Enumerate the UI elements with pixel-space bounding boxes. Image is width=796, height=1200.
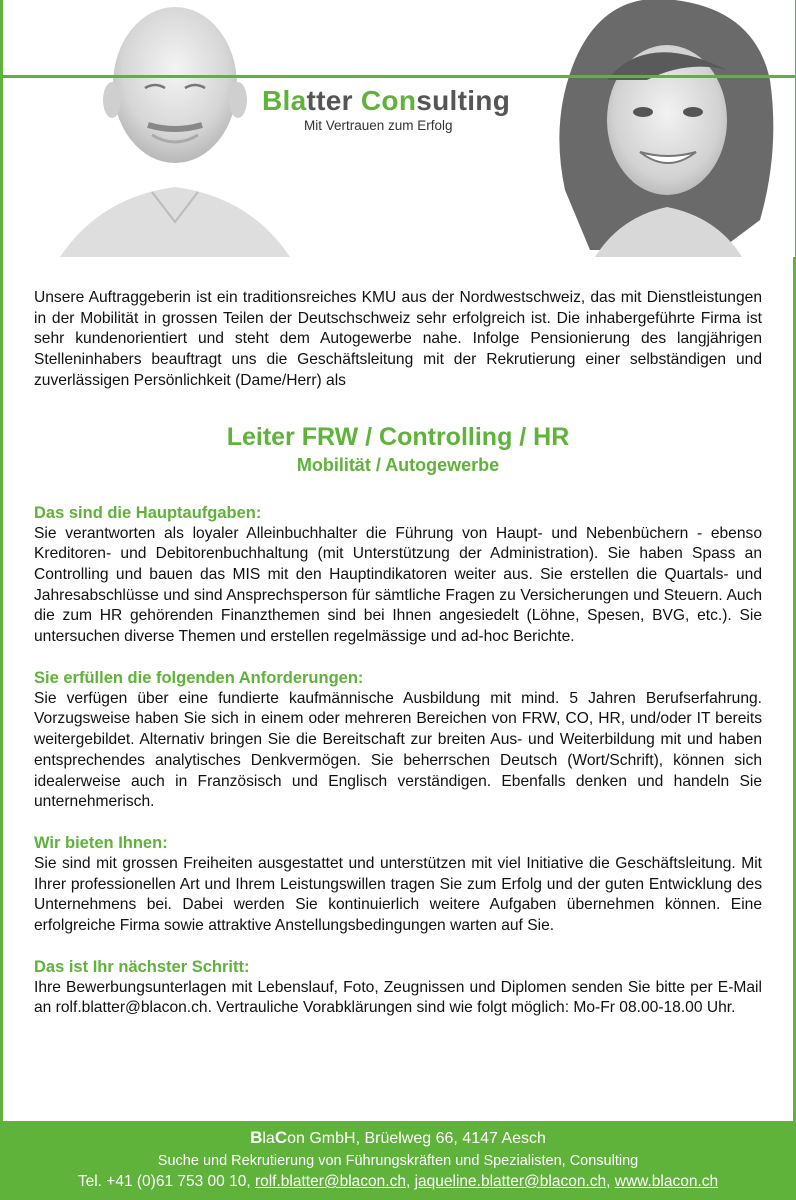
company-logo <box>262 85 562 133</box>
footer-company-line <box>0 1128 796 1148</box>
section-tasks <box>34 503 762 648</box>
section-body: Sie verantworten als loyaler Alleinbuchhalter die Führung von Haupt- und Nebenbüchern - ebenso Kreditoren- und Debitorenbuchhaltung (mit Unterstützung der Administration). Sie haben Spass an Controlling und bauen das MIS mit den Hauptindikatoren weiter aus. Sie erstellen die Quartals- und Jahresabschlüsse und sind Ansprechsperson für sämtliche Fragen zu Versicherungen und Steuern. Auch die zum HR gehörenden Finanzthemen sind bei Ihnen angesiedelt (Löhne, Spesen, BVG, etc.). Sie untersuchen diverse Themen und erstellen regelmässige und ad-hoc Berichte. <box>34 524 762 646</box>
footer-company-la: la <box>262 1130 275 1147</box>
section-heading: Sie erfüllen die folgenden Anforderungen: <box>34 668 364 687</box>
footer-separator: , <box>606 1173 611 1190</box>
logo-tagline: Mit Vertrauen zum Erfolg <box>304 118 453 133</box>
section-body: Ihre Bewerbungsunterlagen mit Lebenslauf, Foto, Zeugnissen und Diplomen senden Sie bitte per E-Mail an rolf.blatter@blacon.ch. Vertrauliche Vorabklärungen sind wie folgt möglich: Mo-Fr 08.00-18.00 Uhr. <box>34 978 762 1017</box>
section-body: Sie verfügen über eine fundierte kaufmännische Ausbildung mit mind. 5 Jahren Berufserfahrung. Vorzugsweise haben Sie sich in einem oder mehreren Bereichen von FRW, CO, HR, und/oder IT bereits weitergebildet. Alternativ bringen Sie die Bereitschaft zur breiten Aus- und Weiterbildung mit und haben entsprechendes analytisches Denkvermögen. Sie beherrschen Deutsch (Wort/Schrift), können sich idealerweise auch in Französisch und Englisch verständigen. Ebenfalls denken und handeln Sie unternehmerisch. <box>34 689 762 811</box>
logo-part2-green: Con <box>360 85 417 116</box>
header-divider-line <box>0 75 796 78</box>
footer-separator: , <box>405 1173 411 1190</box>
section-heading: Das ist Ihr nächster Schritt: <box>34 957 250 976</box>
logo-part1-green: Bla <box>262 85 307 116</box>
main-content <box>34 288 762 1019</box>
man-portrait-photo <box>60 0 290 257</box>
woman-portrait-photo <box>535 0 795 257</box>
website-link[interactable]: www.blacon.ch <box>614 1173 719 1190</box>
section-heading: Wir bieten Ihnen: <box>34 833 168 852</box>
footer <box>0 1121 796 1200</box>
email-link-rolf[interactable]: rolf.blatter@blacon.ch <box>254 1173 406 1190</box>
section-offer <box>34 833 762 937</box>
footer-company-c: C <box>274 1128 288 1147</box>
section-requirements <box>34 668 762 813</box>
email-link-jaqueline[interactable]: jaqueline.blatter@blacon.ch <box>414 1173 607 1190</box>
section-heading: Das sind die Hauptaufgaben: <box>34 503 262 522</box>
footer-company-address: on GmbH, Brüelweg 66, 4147 Aesch <box>287 1130 546 1147</box>
footer-tagline: Suche und Rekrutierung von Führungskräften und Spezialisten, Consulting <box>157 1153 639 1169</box>
logo-part2-rest: sulting <box>416 85 511 116</box>
footer-company-b: B <box>250 1128 263 1147</box>
section-body: Sie sind mit grossen Freiheiten ausgestattet und unterstützen mit viel Initiative die Geschäftsleitung. Mit Ihrer professionellen Art und Ihrem Leistungswillen tragen Sie zum Erfolg und der guten Entwicklung des Unternehmens bei. Dabei werden Sie kontinuierlich weitere Aufgaben übernehmen können. Eine erfolgreiche Firma sowie attraktive Anstellungsbedingungen warten auf Sie. <box>34 854 762 935</box>
job-subtitle: Mobilität / Autogewerbe <box>296 454 500 475</box>
intro-paragraph: Unsere Auftraggeberin ist ein traditionsreiches KMU aus der Nordwestschweiz, das mit Dienstleistungen in der Mobilität in grossen Teilen der Deutschschweiz sehr erfolgreich ist. Die inhabergeführte Firma ist sehr kundenorientiert und steht dem Autogewerbe nahe. Infolge Pensionierung des langjährigen Stelleninhabers beauftragt uns die Geschäftsleitung mit der Rekrutierung einer selbständigen und zuverlässigen Persönlichkeit (Dame/Herr) als <box>34 289 762 389</box>
section-next-step <box>34 957 762 1019</box>
header <box>0 0 796 257</box>
footer-contact-line <box>0 1173 796 1191</box>
footer-phone: Tel. +41 (0)61 753 00 10, <box>77 1173 251 1190</box>
logo-part1-rest: tter <box>306 85 353 116</box>
job-title: Leiter FRW / Controlling / HR <box>226 422 570 451</box>
logo-wordmark <box>262 85 562 117</box>
